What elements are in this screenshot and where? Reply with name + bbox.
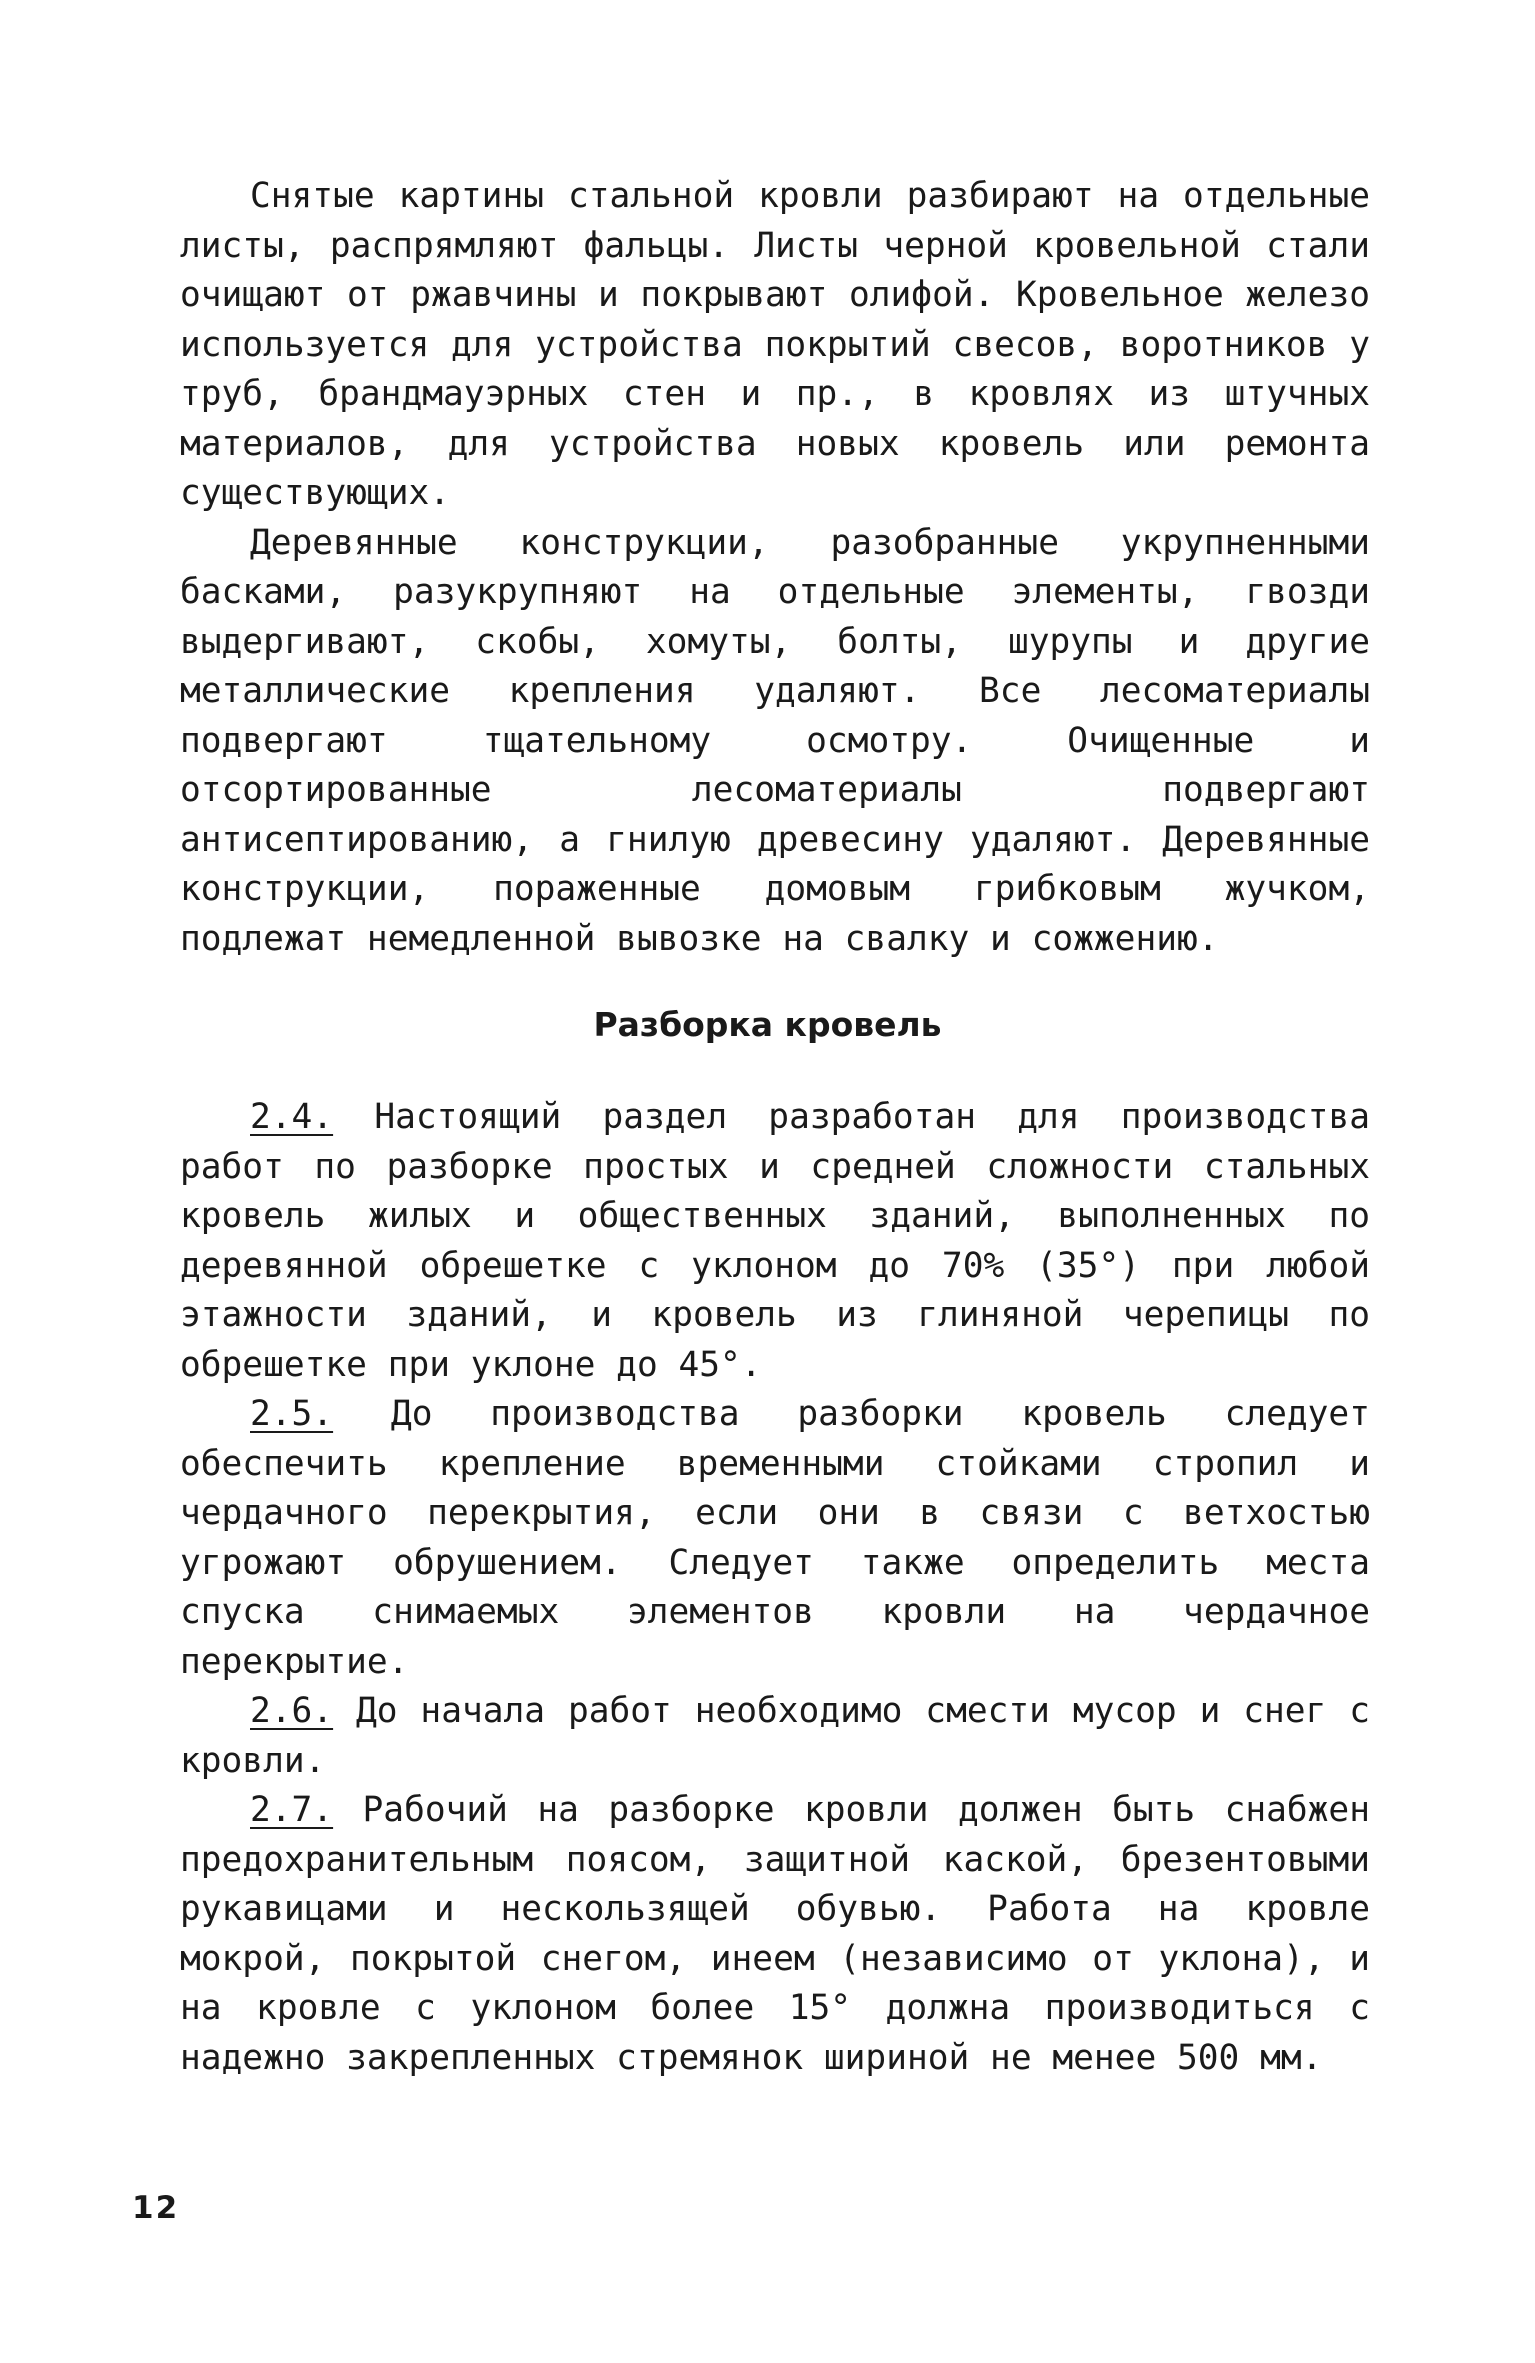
item-text: Рабочий на разборке кровли должен быть снабжен предохранительным поясом, защитной каской, брезентовыми рукавицами и нескользящей обувью. Работа на кровле мокрой, покрытой снегом, инеем (независимо от уклона), и на кровле с уклоном более 15° должна производиться с надежно закрепленных стремянок шириной не менее 500 мм.	[180, 1790, 1370, 2078]
intro-text	[180, 172, 1370, 964]
list-item	[180, 1093, 1370, 1390]
item-text: Настоящий раздел разработан для производства работ по разборке простых и средней сложности стальных кровель жилых и общественных зданий, выполненных по деревянной обрешетке с уклоном до 70% (35°) при любой этажности зданий, и кровель из глиняной черепицы по обрешетке при уклоне до 45°.	[180, 1097, 1370, 1385]
item-number: 2.4.	[250, 1097, 334, 1137]
list-item	[180, 1687, 1370, 1786]
item-text: До производства разборки кровель следует обеспечить крепление временными стойками стропил и чердачного перекрытия, если они в связи с ветхостью угрожают обрушением. Следует также определить места спуска снимаемых элементов кровли на чердачное перекрытие.	[180, 1394, 1370, 1682]
item-number: 2.7.	[250, 1790, 334, 1830]
page-number: 12	[132, 2190, 180, 2226]
paragraph-wooden-structures: Деревянные конструкции, разобранные укрупненными басками, разукрупняют на отдельные элементы, гвозди выдергивают, скобы, хомуты, болты, шурупы и другие металлические крепления удаляют. Все лесоматериалы подвергают тщательному осмотру. Очищенные и отсортированные лесоматериалы подвергают антисептированию, а гнилую древесину удаляют. Деревянные конструкции, пораженные домовым грибковым жучком, подлежат немедленной вывозке на свалку и сожжению.	[180, 522, 1370, 959]
item-number: 2.6.	[250, 1691, 334, 1731]
item-number: 2.5.	[250, 1394, 334, 1434]
section-heading: Разборка кровель	[593, 1005, 942, 1044]
list-item	[180, 1786, 1370, 2083]
paragraph-roof-sheets: Снятые картины стальной кровли разбирают на отдельные листы, распрямляют фальцы. Листы черной кровельной стали очищают от ржавчины и покрывают олифой. Кровельное железо используется для устройства покрытий свесов, воротников у труб, брандмауэрных стен и пр., в кровлях из штучных материалов, для устройства новых кровель или ремонта существующих.	[180, 176, 1370, 513]
item-text: До начала работ необходимо смести мусор и снег с кровли.	[180, 1691, 1370, 1781]
list-item	[180, 1390, 1370, 1687]
numbered-items	[180, 1093, 1370, 2083]
